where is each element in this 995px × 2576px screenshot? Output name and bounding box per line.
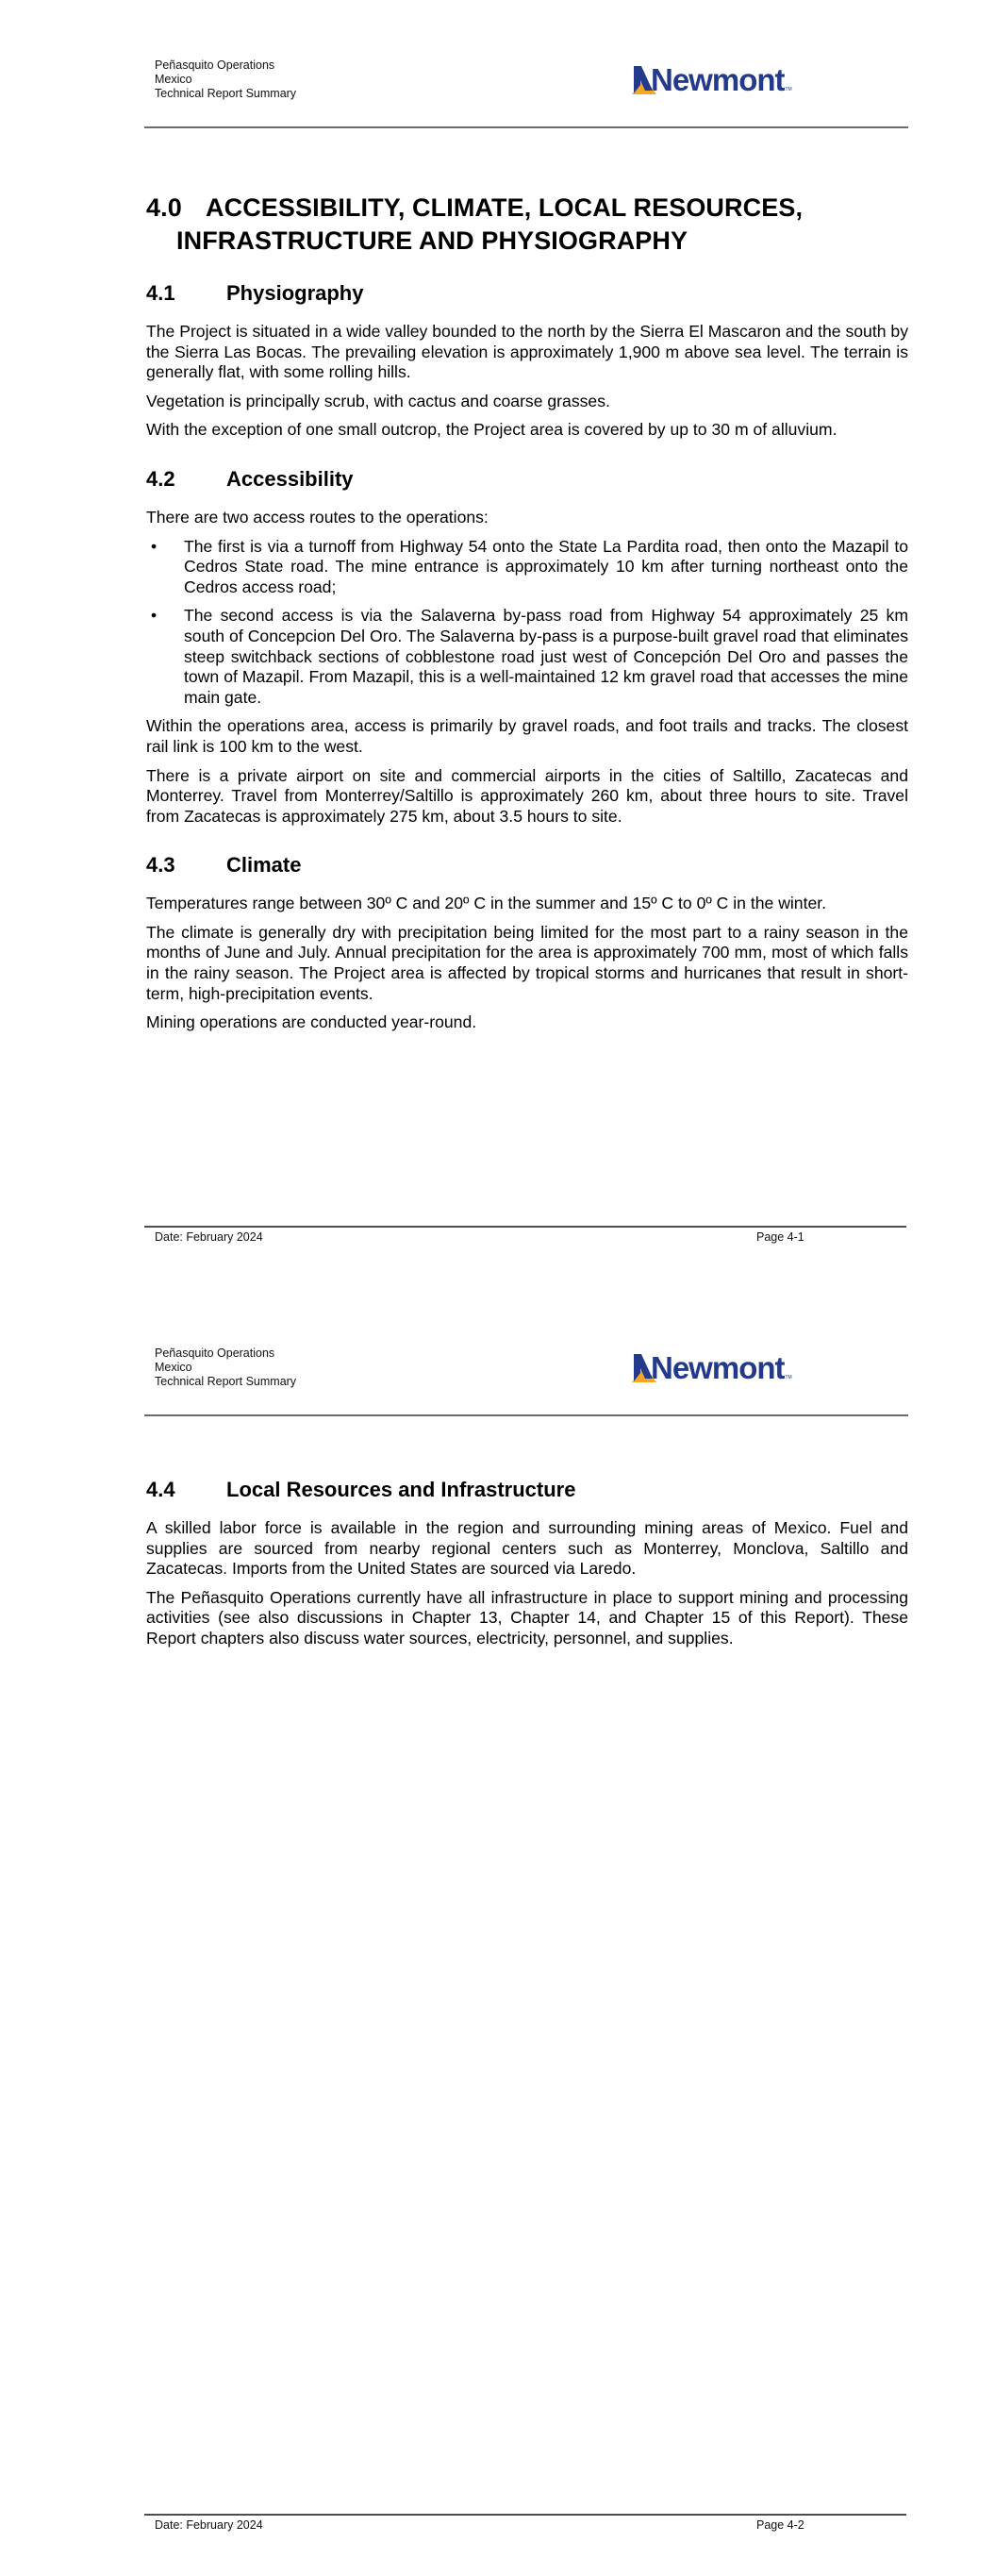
footer-page-number: Page 4-1 (756, 1230, 804, 1244)
section-number: 4.4 (146, 1478, 175, 1501)
page-header-info (155, 59, 296, 101)
access-routes-list (146, 537, 908, 709)
page-content (146, 192, 908, 1042)
section-title: Climate (226, 853, 302, 878)
paragraph: With the exception of one small outcrop, the Project area is covered by up to 30 m of alluvium. (146, 420, 837, 440)
header-report-type: Technical Report Summary (155, 87, 297, 100)
section-number: 4.1 (146, 281, 175, 305)
chapter-title-line-2: INFRASTRUCTURE AND PHYSIOGRAPHY (176, 226, 688, 255)
bullet-icon: • (151, 536, 158, 556)
paragraph: Mining operations are conducted year-round. (146, 1012, 477, 1032)
section-heading-physiography (146, 280, 908, 307)
header-report-type: Technical Report Summary (155, 1375, 297, 1388)
newmont-triangle-icon (632, 66, 656, 94)
header-divider (144, 1414, 908, 1416)
footer-date: Date: February 2024 (155, 2518, 263, 2532)
chapter-title-line-1: ACCESSIBILITY, CLIMATE, LOCAL RESOURCES, (206, 193, 804, 222)
trademark-symbol: TM (785, 87, 792, 92)
chapter-heading (146, 192, 908, 258)
list-item-text: The first is via a turnoff from Highway 54 onto the State La Pardita road, then onto the Mazapil to Cedros State road. The mine entrance is approximately 10 km after turning northeast onto the Cedros access road; (184, 536, 908, 596)
section-heading-climate (146, 852, 908, 878)
paragraph: Within the operations area, access is primarily by gravel roads, and foot trails and tracks. The closest rail link is 100 km to the west. (146, 716, 908, 756)
footer-divider (144, 2514, 906, 2516)
list-item (146, 606, 908, 708)
paragraph-intro: There are two access routes to the operations: (146, 507, 489, 527)
paragraph: The Peñasquito Operations currently have all infrastructure in place to support mining and processing activities (see also discussions in Chapter 13, Chapter 14, and Chapter 15 of this Report). These Report chapters also discuss water sources, electricity, personnel, and supplies. (146, 1587, 908, 1648)
trademark-symbol: TM (785, 1375, 792, 1380)
section-title: Physiography (226, 281, 364, 305)
paragraph: Vegetation is principally scrub, with cactus and coarse grasses. (146, 391, 610, 410)
newmont-wordmark: Newmont (651, 1350, 785, 1385)
page-content (146, 1477, 908, 1658)
paragraph: A skilled labor force is available in the region and surrounding mining areas of Mexico. Fuel and supplies are sourced from nearby regional centers such as Monterrey, Monclova, Saltillo and Zacatecas. Imports from the United States are sourced via Laredo. (146, 1518, 908, 1579)
paragraph: The Project is situated in a wide valley bounded to the north by the Sierra El Mascaron and the south by the Sierra Las Bocas. The prevailing elevation is approximately 1,900 m above sea level. The terrain is generally flat, with some rolling hills. (146, 322, 908, 382)
page-header-info (155, 1347, 296, 1389)
list-item-text: The second access is via the Salaverna by-pass road from Highway 54 approximately 25 km south of Concepcion Del Oro. The Salaverna by-pass is a purpose-built gravel road that eliminates steep switchback sections of cobblestone road just west of Concepción Del Oro and passes the town of Mazapil. From Mazapil, this is a well-maintained 12 km gravel road that accesses the mine main gate. (184, 606, 908, 707)
paragraph: There is a private airport on site and commercial airports in the cities of Saltillo, Zacatecas and Monterrey. Travel from Monterrey/Saltillo is approximately 260 km, about three hours to site. Travel from Zacatecas is approximately 275 km, about 3.5 hours to site. (146, 765, 908, 826)
header-operation-name: Peñasquito Operations (155, 59, 275, 72)
paragraph: Temperatures range between 30º C and 20º C in the summer and 15º C to 0º C in the winter. (146, 894, 827, 913)
footer-divider (144, 1226, 906, 1228)
chapter-number: 4.0 (146, 193, 182, 222)
footer-date: Date: February 2024 (155, 1230, 263, 1244)
footer-page-number: Page 4-2 (756, 2518, 804, 2532)
header-operation-name: Peñasquito Operations (155, 1347, 275, 1360)
header-country: Mexico (155, 1361, 192, 1374)
header-country: Mexico (155, 73, 192, 86)
newmont-logo (632, 1350, 792, 1385)
section-heading-local-resources (146, 1477, 908, 1503)
bullet-icon: • (151, 606, 158, 626)
paragraph: The climate is generally dry with precipitation being limited for the most part to a rainy season in the months of June and July. Annual precipitation for the area is approximately 700 mm, most of which falls in the rainy season. The Project area is affected by tropical storms and hurricanes that result in short-term, high-precipitation events. (146, 922, 908, 1003)
section-title: Accessibility (226, 466, 354, 491)
list-item (146, 537, 908, 598)
section-number: 4.2 (146, 466, 175, 491)
section-number: 4.3 (146, 853, 175, 878)
header-divider (144, 126, 908, 128)
newmont-triangle-icon (632, 1354, 656, 1382)
newmont-logo (632, 62, 792, 97)
newmont-wordmark: Newmont (651, 62, 785, 97)
page-4-2 (0, 1288, 995, 2576)
section-heading-accessibility (146, 466, 908, 493)
section-title: Local Resources and Infrastructure (226, 1478, 576, 1501)
